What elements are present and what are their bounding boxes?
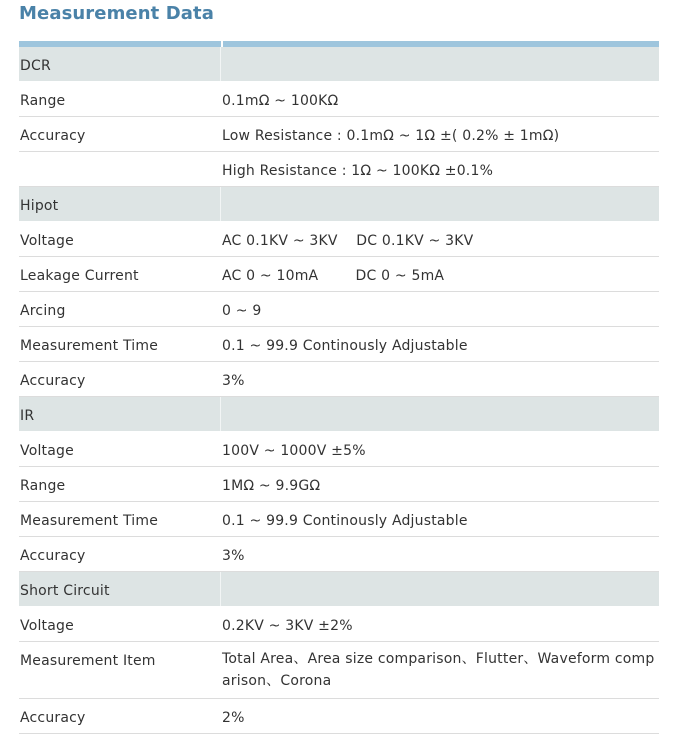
row-value: AC 0.1KV ~ 3KV DC 0.1KV ~ 3KV xyxy=(222,233,474,249)
row-value: 1MΩ ~ 9.9GΩ xyxy=(222,478,321,494)
section-spacer xyxy=(221,572,659,606)
row-value: 2% xyxy=(222,710,245,726)
table-row xyxy=(19,82,659,117)
row-label: Measurement Time xyxy=(20,513,159,529)
section-title: IR xyxy=(19,397,221,431)
row-value: Total Area、Area size comparison、Flutter、Waveform comparison、Corona xyxy=(222,651,655,689)
section-spacer xyxy=(221,187,659,221)
row-label: Range xyxy=(20,93,66,109)
table-row xyxy=(19,502,659,537)
row-value: 3% xyxy=(222,373,245,389)
table-row xyxy=(19,607,659,642)
section-spacer xyxy=(221,47,659,81)
row-value: 0.1 ~ 99.9 Continously Adjustable xyxy=(222,338,468,354)
row-value: High Resistance : 1Ω ~ 100KΩ ±0.1% xyxy=(222,163,494,179)
row-value: 0.1 ~ 99.9 Continously Adjustable xyxy=(222,513,468,529)
row-label: Accuracy xyxy=(20,548,86,564)
table-row xyxy=(19,152,659,187)
table-row xyxy=(19,642,659,699)
row-value: 100V ~ 1000V ±5% xyxy=(222,443,366,459)
table-row xyxy=(19,362,659,397)
section-title: Hipot xyxy=(19,187,221,221)
row-label: Measurement Item xyxy=(20,653,156,669)
table-row xyxy=(19,537,659,572)
row-label: Accuracy xyxy=(20,710,86,726)
section-row-ir xyxy=(19,397,659,432)
table-row xyxy=(19,292,659,327)
section-title: Short Circuit xyxy=(19,572,221,606)
row-value: AC 0 ~ 10mA DC 0 ~ 5mA xyxy=(222,268,445,284)
table-row xyxy=(19,467,659,502)
row-label: Voltage xyxy=(20,618,74,634)
section-row-hipot xyxy=(19,187,659,222)
table-row xyxy=(19,699,659,734)
row-label: Range xyxy=(20,478,66,494)
table-row xyxy=(19,117,659,152)
table-row xyxy=(19,222,659,257)
section-row-short-circuit xyxy=(19,572,659,607)
table-row xyxy=(19,257,659,292)
row-label: Voltage xyxy=(20,233,74,249)
row-label: Arcing xyxy=(20,303,66,319)
row-value: 0.1mΩ ~ 100KΩ xyxy=(222,93,339,109)
page-title: Measurement Data xyxy=(19,3,214,24)
row-label: Voltage xyxy=(20,443,74,459)
section-spacer xyxy=(221,397,659,431)
table-row xyxy=(19,327,659,362)
measurement-data-table xyxy=(19,41,659,734)
row-value: 3% xyxy=(222,548,245,564)
row-label-empty xyxy=(19,152,221,186)
row-value: 0.2KV ~ 3KV ±2% xyxy=(222,618,353,634)
table-row xyxy=(19,432,659,467)
row-label: Measurement Time xyxy=(20,338,159,354)
section-title: DCR xyxy=(19,47,221,81)
row-label: Accuracy xyxy=(20,373,86,389)
row-value: 0 ~ 9 xyxy=(222,303,262,319)
row-value: Low Resistance : 0.1mΩ ~ 1Ω ±( 0.2% ± 1mΩ) xyxy=(222,128,560,144)
section-row-dcr xyxy=(19,47,659,82)
row-label: Leakage Current xyxy=(20,268,139,284)
row-label: Accuracy xyxy=(20,128,86,144)
